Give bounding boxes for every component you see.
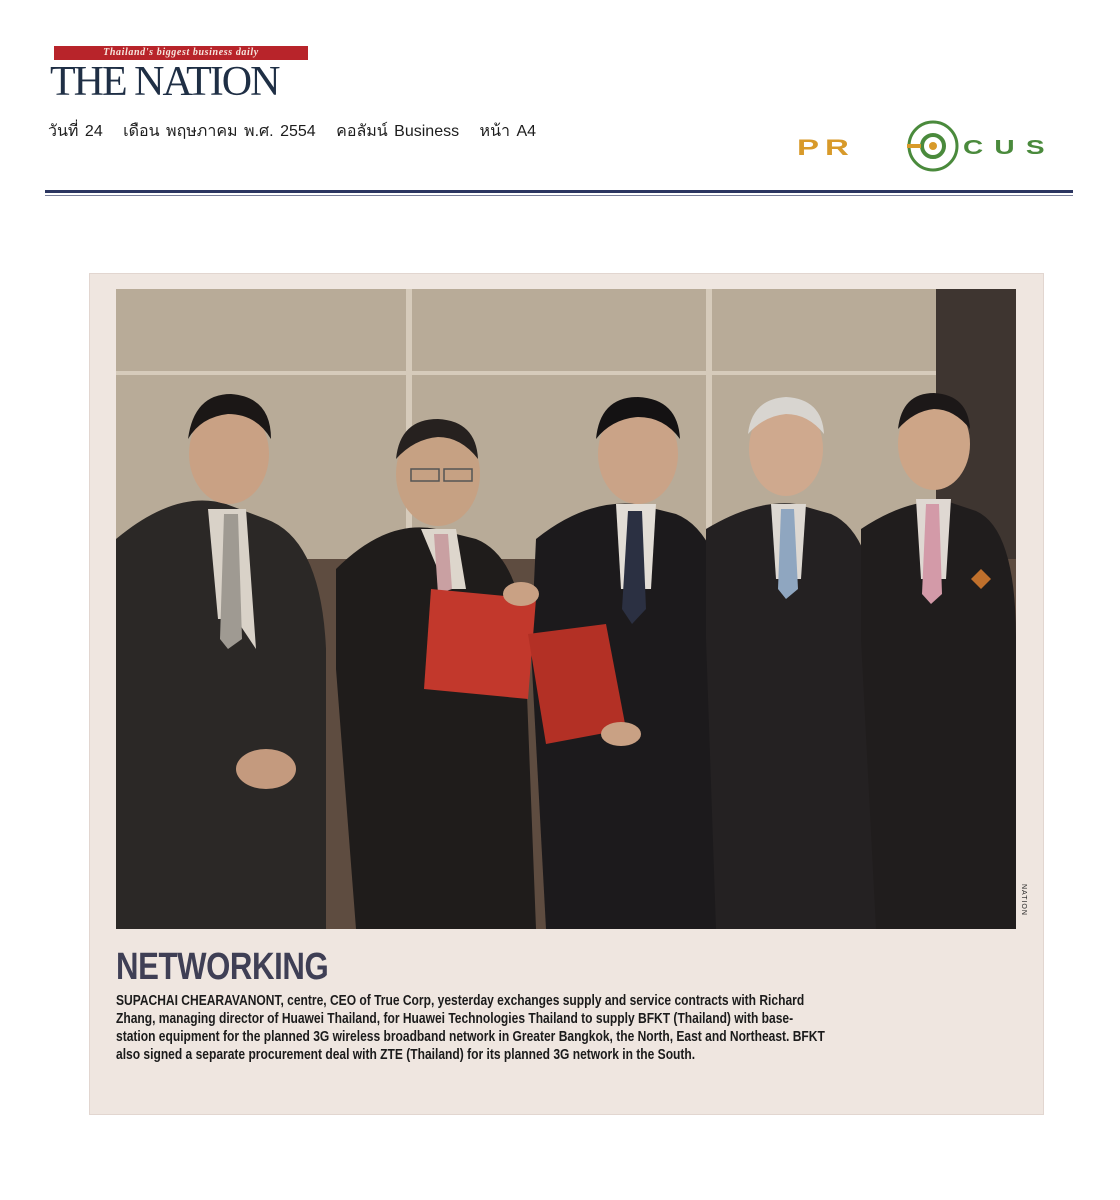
news-photo bbox=[116, 289, 1016, 929]
masthead-tagline: Thailand's biggest business daily bbox=[54, 46, 308, 60]
dateline-day: วันที่ 24 bbox=[48, 123, 103, 140]
dateline-column: คอลัมน์ Business bbox=[336, 123, 460, 140]
logo-left-text: PR bbox=[797, 135, 855, 160]
focus-ring-icon bbox=[905, 118, 961, 174]
article-headline: NETWORKING bbox=[116, 946, 329, 988]
caption-line: Zhang, managing director of Huawei Thailand, for Huawei Technologies Thailand to supply BFKT (Thailand) with base- bbox=[116, 1011, 794, 1027]
news-clipping bbox=[90, 274, 1043, 1114]
dateline-month-year: เดือน พฤษภาคม พ.ศ. 2554 bbox=[123, 123, 316, 140]
photo-credit: NATION bbox=[1020, 884, 1027, 916]
caption-line: SUPACHAI CHEARAVANONT, centre, CEO of True Corp, yesterday exchanges supply and service contracts with Richard bbox=[116, 993, 805, 1009]
header-rule bbox=[45, 190, 1073, 193]
dateline bbox=[48, 119, 550, 144]
header-rule-thin bbox=[45, 195, 1073, 196]
article-caption bbox=[116, 992, 1021, 1064]
caption-line: also signed a separate procurement deal with ZTE (Thailand) for its planned 3G network in the South. bbox=[116, 1047, 696, 1063]
caption-line: station equipment for the planned 3G wireless broadband network in Greater Bangkok, the North, East and Northeast. BFKT bbox=[116, 1029, 825, 1045]
logo-right-text: CUS bbox=[963, 137, 1056, 159]
dateline-page: หน้า A4 bbox=[479, 123, 537, 140]
pr-focus-logo bbox=[795, 112, 1070, 182]
masthead-title: THE NATION bbox=[50, 59, 279, 105]
